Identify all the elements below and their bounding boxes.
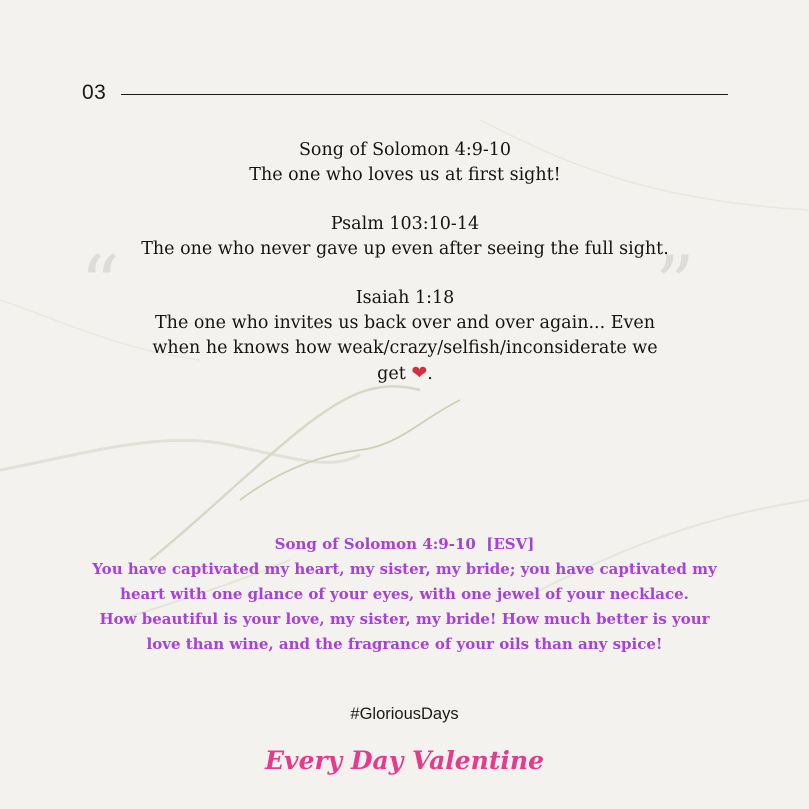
page-number: 03 — [82, 81, 107, 104]
reference-block-psalm — [90, 212, 720, 262]
reference-line: get — [377, 364, 406, 384]
reference-line: The one who loves us at first sight! — [249, 165, 561, 185]
reference-line: The one who never gave up even after seeing the full sight. — [141, 239, 669, 259]
reference-line: The one who invites us back over and over again... Even — [155, 313, 655, 333]
reference-line: when he knows how weak/crazy/selfish/inconsiderate we — [152, 338, 658, 358]
trailing-punctuation: . — [427, 364, 433, 384]
verse-section — [40, 532, 769, 657]
reference-line-last — [90, 361, 720, 387]
reference-title: Psalm 103:10-14 — [330, 214, 480, 234]
hashtag: #GloriousDays — [350, 705, 459, 723]
verse-line: How beautiful is your love, my sister, my bride! How much better is your — [99, 610, 710, 628]
references-section — [90, 138, 720, 411]
verse-line: love than wine, and the fragrance of your oils than any spice! — [146, 635, 663, 653]
header-divider — [121, 94, 728, 95]
close-quote-icon: ” — [655, 240, 689, 330]
verse-line: You have captivated my heart, my sister, my bride; you have captivated my — [92, 560, 717, 578]
reference-title: Isaiah 1:18 — [355, 288, 455, 308]
verse-title: Song of Solomon 4:9-10 [ESV] — [274, 535, 535, 553]
brand-title: Every Day Valentine — [264, 746, 544, 775]
reference-title: Song of Solomon 4:9-10 — [298, 140, 512, 160]
verse-line: heart with one glance of your eyes, with one jewel of your necklace. — [120, 585, 689, 603]
reference-block-song — [90, 138, 720, 188]
heart-icon: ❤ — [411, 362, 428, 384]
reference-block-isaiah — [90, 286, 720, 387]
open-quote-icon: “ — [80, 240, 114, 330]
